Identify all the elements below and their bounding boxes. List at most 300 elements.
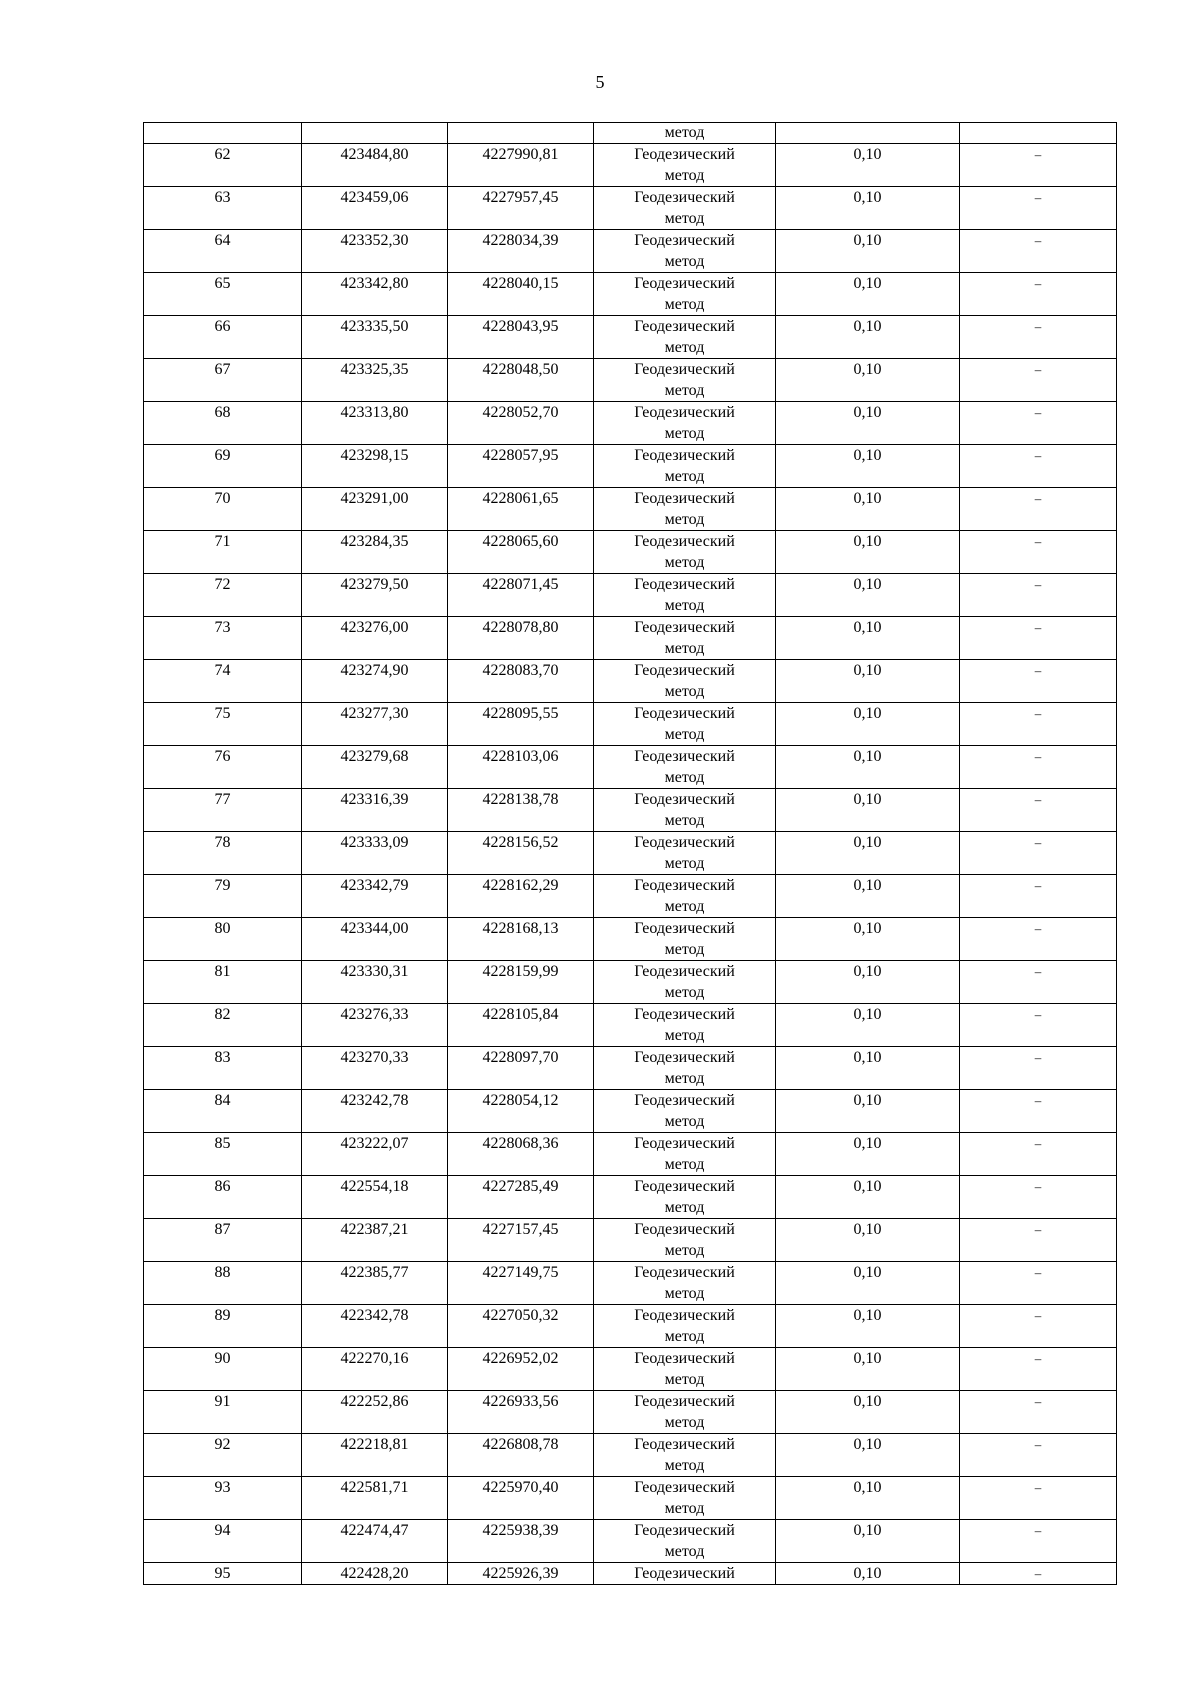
cell-accuracy: 0,10 [776,1219,960,1262]
method-line-2: метод [664,554,705,571]
cell-note [960,1520,1117,1563]
cell-point-number: 86 [144,1176,302,1219]
cell-method [594,1047,776,1090]
method-line-1: Геодезический [634,834,735,851]
cell-y: 4228048,50 [448,359,594,402]
table-row [144,1133,1117,1176]
table-row [144,617,1117,660]
method-line-2: метод [664,1371,705,1388]
cell-point-number: 87 [144,1219,302,1262]
cell-point-number: 68 [144,402,302,445]
cell-y: 4228156,52 [448,832,594,875]
cell-point-number: 91 [144,1391,302,1434]
cell-point-number: 92 [144,1434,302,1477]
cell-method [594,1348,776,1391]
cell-note [960,617,1117,660]
cell-point-number: 84 [144,1090,302,1133]
dash-mark: – [1034,534,1042,549]
dash-mark: – [1034,1523,1042,1538]
method-line-2: метод [664,769,705,786]
cell-accuracy: 0,10 [776,1391,960,1434]
cell-point-number: 67 [144,359,302,402]
cell-point-number: 63 [144,187,302,230]
table-body [144,123,1117,1585]
cell-point-number: 76 [144,746,302,789]
cell-point-number: 75 [144,703,302,746]
cell-x: 423298,15 [302,445,448,488]
cell-method [594,1090,776,1133]
cell-x [302,123,448,144]
method-line-2: метод [664,812,705,829]
method-line-2: метод [664,984,705,1001]
dash-mark: – [1034,1351,1042,1366]
method-line-2: метод [664,1328,705,1345]
method-line-2: метод [664,1027,705,1044]
cell-accuracy: 0,10 [776,1477,960,1520]
dash-mark: – [1034,792,1042,807]
method-line-2: метод [664,253,705,270]
cell-note [960,1305,1117,1348]
method-line-1: Геодезический [634,1049,735,1066]
method-line-1: Геодезический [634,1178,735,1195]
dash-mark: – [1034,1093,1042,1108]
dash-mark: – [1034,405,1042,420]
dash-mark: – [1034,491,1042,506]
cell-method [594,746,776,789]
cell-x: 423325,35 [302,359,448,402]
table-row [144,1434,1117,1477]
cell-x: 423291,00 [302,488,448,531]
page-number: 5 [595,72,605,92]
cell-point-number: 69 [144,445,302,488]
cell-point-number: 72 [144,574,302,617]
cell-note [960,1133,1117,1176]
method-line-1: Геодезический [634,877,735,894]
cell-y [448,123,594,144]
cell-point-number: 64 [144,230,302,273]
cell-y: 4227957,45 [448,187,594,230]
dash-mark: – [1034,1136,1042,1151]
cell-note [960,660,1117,703]
method-line-1: Геодезический [634,146,735,163]
cell-y: 4228168,13 [448,918,594,961]
cell-x: 423344,00 [302,918,448,961]
method-line-1: Геодезический [634,662,735,679]
method-line-1: Геодезический [634,791,735,808]
cell-y: 4226933,56 [448,1391,594,1434]
table-row [144,144,1117,187]
cell-y: 4228103,06 [448,746,594,789]
cell-x: 423484,80 [302,144,448,187]
dash-mark: – [1034,1265,1042,1280]
cell-method: метод [594,123,776,144]
cell-accuracy: 0,10 [776,961,960,1004]
table-row [144,1391,1117,1434]
cell-note [960,1090,1117,1133]
cell-point-number: 88 [144,1262,302,1305]
table-row [144,1047,1117,1090]
cell-y: 4228061,65 [448,488,594,531]
table-row [144,230,1117,273]
cell-accuracy: 0,10 [776,1434,960,1477]
dash-mark: – [1034,1437,1042,1452]
cell-x: 422342,78 [302,1305,448,1348]
cell-y: 4227157,45 [448,1219,594,1262]
cell-accuracy: 0,10 [776,359,960,402]
method-line-2: метод [664,210,705,227]
method-line-2: метод [664,941,705,958]
cell-accuracy: 0,10 [776,1305,960,1348]
cell-note [960,789,1117,832]
cell-method [594,789,776,832]
cell-accuracy: 0,10 [776,832,960,875]
table-row [144,961,1117,1004]
table-row [144,660,1117,703]
cell-method: Геодезический [594,1563,776,1585]
table-row [144,359,1117,402]
method-line-1: Геодезический [634,1006,735,1023]
cell-accuracy: 0,10 [776,316,960,359]
dash-mark: – [1034,964,1042,979]
cell-x: 422581,71 [302,1477,448,1520]
cell-method [594,359,776,402]
dash-mark: – [1034,577,1042,592]
method-line-2: метод [664,726,705,743]
method-line-2: метод [664,1070,705,1087]
cell-y: 4228159,99 [448,961,594,1004]
cell-accuracy: 0,10 [776,574,960,617]
dash-mark: – [1034,319,1042,334]
cell-accuracy: 0,10 [776,144,960,187]
cell-method [594,187,776,230]
cell-note [960,1477,1117,1520]
cell-x: 423330,31 [302,961,448,1004]
cell-y: 4225970,40 [448,1477,594,1520]
table-row [144,488,1117,531]
method-line-2: метод [664,640,705,657]
cell-accuracy: 0,10 [776,273,960,316]
cell-y: 4228040,15 [448,273,594,316]
dash-mark: – [1034,362,1042,377]
table-row [144,746,1117,789]
method-line-1: Геодезический [634,1393,735,1410]
method-line-1: Геодезический [634,1092,735,1109]
cell-x: 422428,20 [302,1563,448,1585]
method-line-1: Геодезический [634,1522,735,1539]
dash-mark: – [1034,878,1042,893]
cell-x: 423222,07 [302,1133,448,1176]
cell-note [960,531,1117,574]
cell-accuracy: 0,10 [776,1090,960,1133]
table-row [144,273,1117,316]
cell-y: 4228105,84 [448,1004,594,1047]
cell-method [594,574,776,617]
cell-x: 423279,50 [302,574,448,617]
cell-note [960,875,1117,918]
dash-mark: – [1034,276,1042,291]
cell-point-number: 93 [144,1477,302,1520]
method-line-1: Геодезический [634,1264,735,1281]
cell-method [594,617,776,660]
cell-y: 4228078,80 [448,617,594,660]
cell-y: 4228043,95 [448,316,594,359]
cell-method [594,832,776,875]
cell-x: 423459,06 [302,187,448,230]
method-line-2: метод [664,1285,705,1302]
cell-note [960,1262,1117,1305]
table-row [144,1520,1117,1563]
cell-point-number: 80 [144,918,302,961]
cell-method [594,1262,776,1305]
cell-method [594,1004,776,1047]
cell-y: 4226952,02 [448,1348,594,1391]
cell-y: 4225938,39 [448,1520,594,1563]
cell-note [960,123,1117,144]
cell-accuracy: 0,10 [776,1004,960,1047]
cell-point-number: 90 [144,1348,302,1391]
cell-note [960,1391,1117,1434]
cell-method [594,273,776,316]
cell-method [594,1391,776,1434]
cell-point-number: 70 [144,488,302,531]
cell-note [960,488,1117,531]
method-line-1: Геодезический [634,404,735,421]
table-row [144,1348,1117,1391]
method-line-1: Геодезический [634,189,735,206]
cell-point-number: 65 [144,273,302,316]
cell-note [960,832,1117,875]
dash-mark: – [1034,1566,1042,1581]
cell-accuracy: 0,10 [776,918,960,961]
dash-mark: – [1034,1308,1042,1323]
cell-note [960,961,1117,1004]
cell-method [594,531,776,574]
cell-x: 422385,77 [302,1262,448,1305]
dash-mark: – [1034,706,1042,721]
method-line-2: метод [664,511,705,528]
cell-note [960,445,1117,488]
cell-point-number: 95 [144,1563,302,1585]
method-line-2: метод [664,1543,705,1560]
cell-method [594,1133,776,1176]
cell-point-number: 81 [144,961,302,1004]
table-row [144,187,1117,230]
cell-method [594,144,776,187]
method-line-1: Геодезический [634,232,735,249]
cell-point-number: 74 [144,660,302,703]
cell-y: 4227990,81 [448,144,594,187]
cell-point-number: 82 [144,1004,302,1047]
cell-note [960,1434,1117,1477]
cell-note [960,703,1117,746]
cell-point-number: 66 [144,316,302,359]
method-line-2: метод [664,339,705,356]
method-line-2: метод [664,1242,705,1259]
method-line-1: Геодезический [634,1307,735,1324]
table-row [144,574,1117,617]
cell-y: 4228065,60 [448,531,594,574]
dash-mark: – [1034,1394,1042,1409]
method-line-1: Геодезический [634,447,735,464]
cell-method [594,961,776,1004]
cell-y: 4228071,45 [448,574,594,617]
cell-point-number: 71 [144,531,302,574]
method-line-1: Геодезический [634,920,735,937]
cell-accuracy: 0,10 [776,1262,960,1305]
cell-accuracy: 0,10 [776,187,960,230]
table-row [144,789,1117,832]
dash-mark: – [1034,1179,1042,1194]
cell-accuracy: 0,10 [776,875,960,918]
cell-y: 4225926,39 [448,1563,594,1585]
cell-method [594,1176,776,1219]
method-line-1: Геодезический [634,490,735,507]
method-line-1: Геодезический [634,1350,735,1367]
cell-y: 4228083,70 [448,660,594,703]
method-line-1: Геодезический [634,318,735,335]
cell-x: 423274,90 [302,660,448,703]
cell-x: 422474,47 [302,1520,448,1563]
method-line-1: Геодезический [634,361,735,378]
cell-accuracy: 0,10 [776,1047,960,1090]
cell-point-number: 83 [144,1047,302,1090]
cell-x: 423277,30 [302,703,448,746]
cell-method [594,875,776,918]
cell-note [960,574,1117,617]
cell-point-number: 85 [144,1133,302,1176]
cell-method [594,1520,776,1563]
method-line-1: Геодезический [634,748,735,765]
cell-method [594,445,776,488]
cell-point-number: 73 [144,617,302,660]
cell-note [960,1176,1117,1219]
cell-y: 4228097,70 [448,1047,594,1090]
method-line-1: Геодезический [634,1479,735,1496]
cell-x: 423342,79 [302,875,448,918]
cell-accuracy: 0,10 [776,746,960,789]
cell-x: 422270,16 [302,1348,448,1391]
table-row [144,918,1117,961]
dash-mark: – [1034,147,1042,162]
cell-y: 4226808,78 [448,1434,594,1477]
dash-mark: – [1034,448,1042,463]
dash-mark: – [1034,1222,1042,1237]
cell-point-number: 94 [144,1520,302,1563]
method-line-2: метод [664,468,705,485]
cell-x: 423284,35 [302,531,448,574]
method-line-2: метод [664,1414,705,1431]
cell-x: 422252,86 [302,1391,448,1434]
cell-accuracy: 0,10 [776,531,960,574]
cell-x: 423313,80 [302,402,448,445]
cell-note [960,1563,1117,1585]
table-row [144,1219,1117,1262]
cell-x: 423352,30 [302,230,448,273]
coordinates-table [143,122,1117,1585]
table-row-last [144,1563,1117,1585]
cell-x: 423276,00 [302,617,448,660]
cell-y: 4227149,75 [448,1262,594,1305]
table-row [144,316,1117,359]
dash-mark: – [1034,190,1042,205]
cell-y: 4228057,95 [448,445,594,488]
method-line-1: Геодезический [634,576,735,593]
cell-point-number: 62 [144,144,302,187]
cell-accuracy: 0,10 [776,789,960,832]
cell-x: 423342,80 [302,273,448,316]
cell-x: 423279,68 [302,746,448,789]
cell-note [960,187,1117,230]
method-line-2: метод [664,167,705,184]
dash-mark: – [1034,233,1042,248]
cell-method [594,660,776,703]
cell-accuracy: 0,10 [776,230,960,273]
cell-accuracy: 0,10 [776,488,960,531]
method-line-1: Геодезический [634,619,735,636]
dash-mark: – [1034,749,1042,764]
cell-note [960,402,1117,445]
method-line-2: метод [664,1113,705,1130]
cell-accuracy: 0,10 [776,1176,960,1219]
cell-accuracy: 0,10 [776,1348,960,1391]
cell-y: 4228162,29 [448,875,594,918]
cell-x: 422554,18 [302,1176,448,1219]
cell-note [960,230,1117,273]
table-row [144,402,1117,445]
cell-y: 4228095,55 [448,703,594,746]
cell-accuracy: 0,10 [776,445,960,488]
cell-note [960,359,1117,402]
method-line-2: метод [664,898,705,915]
cell-method [594,1434,776,1477]
cell-accuracy: 0,10 [776,402,960,445]
method-line-1: Геодезический [634,1135,735,1152]
cell-accuracy: 0,10 [776,1520,960,1563]
cell-note [960,1219,1117,1262]
cell-note [960,144,1117,187]
method-line-2: метод [664,683,705,700]
cell-y: 4228138,78 [448,789,594,832]
cell-method [594,402,776,445]
dash-mark: – [1034,1007,1042,1022]
method-line-2: метод [664,1500,705,1517]
method-line-1: Геодезический [634,963,735,980]
cell-x: 422218,81 [302,1434,448,1477]
method-line-1: Геодезический [634,1221,735,1238]
dash-mark: – [1034,620,1042,635]
cell-method [594,703,776,746]
dash-mark: – [1034,1050,1042,1065]
method-line-2: метод [664,1199,705,1216]
table-row [144,703,1117,746]
table-row [144,875,1117,918]
cell-point-number: 78 [144,832,302,875]
table-row [144,832,1117,875]
cell-method [594,918,776,961]
cell-x: 423242,78 [302,1090,448,1133]
cell-method [594,488,776,531]
cell-x: 423335,50 [302,316,448,359]
method-line-1: Геодезический [634,1436,735,1453]
cell-accuracy: 0,10 [776,617,960,660]
cell-x: 422387,21 [302,1219,448,1262]
dash-mark: – [1034,1480,1042,1495]
method-line-2: метод [664,597,705,614]
cell-y: 4228034,39 [448,230,594,273]
cell-point-number: 77 [144,789,302,832]
cell-method [594,1477,776,1520]
table-row [144,1305,1117,1348]
